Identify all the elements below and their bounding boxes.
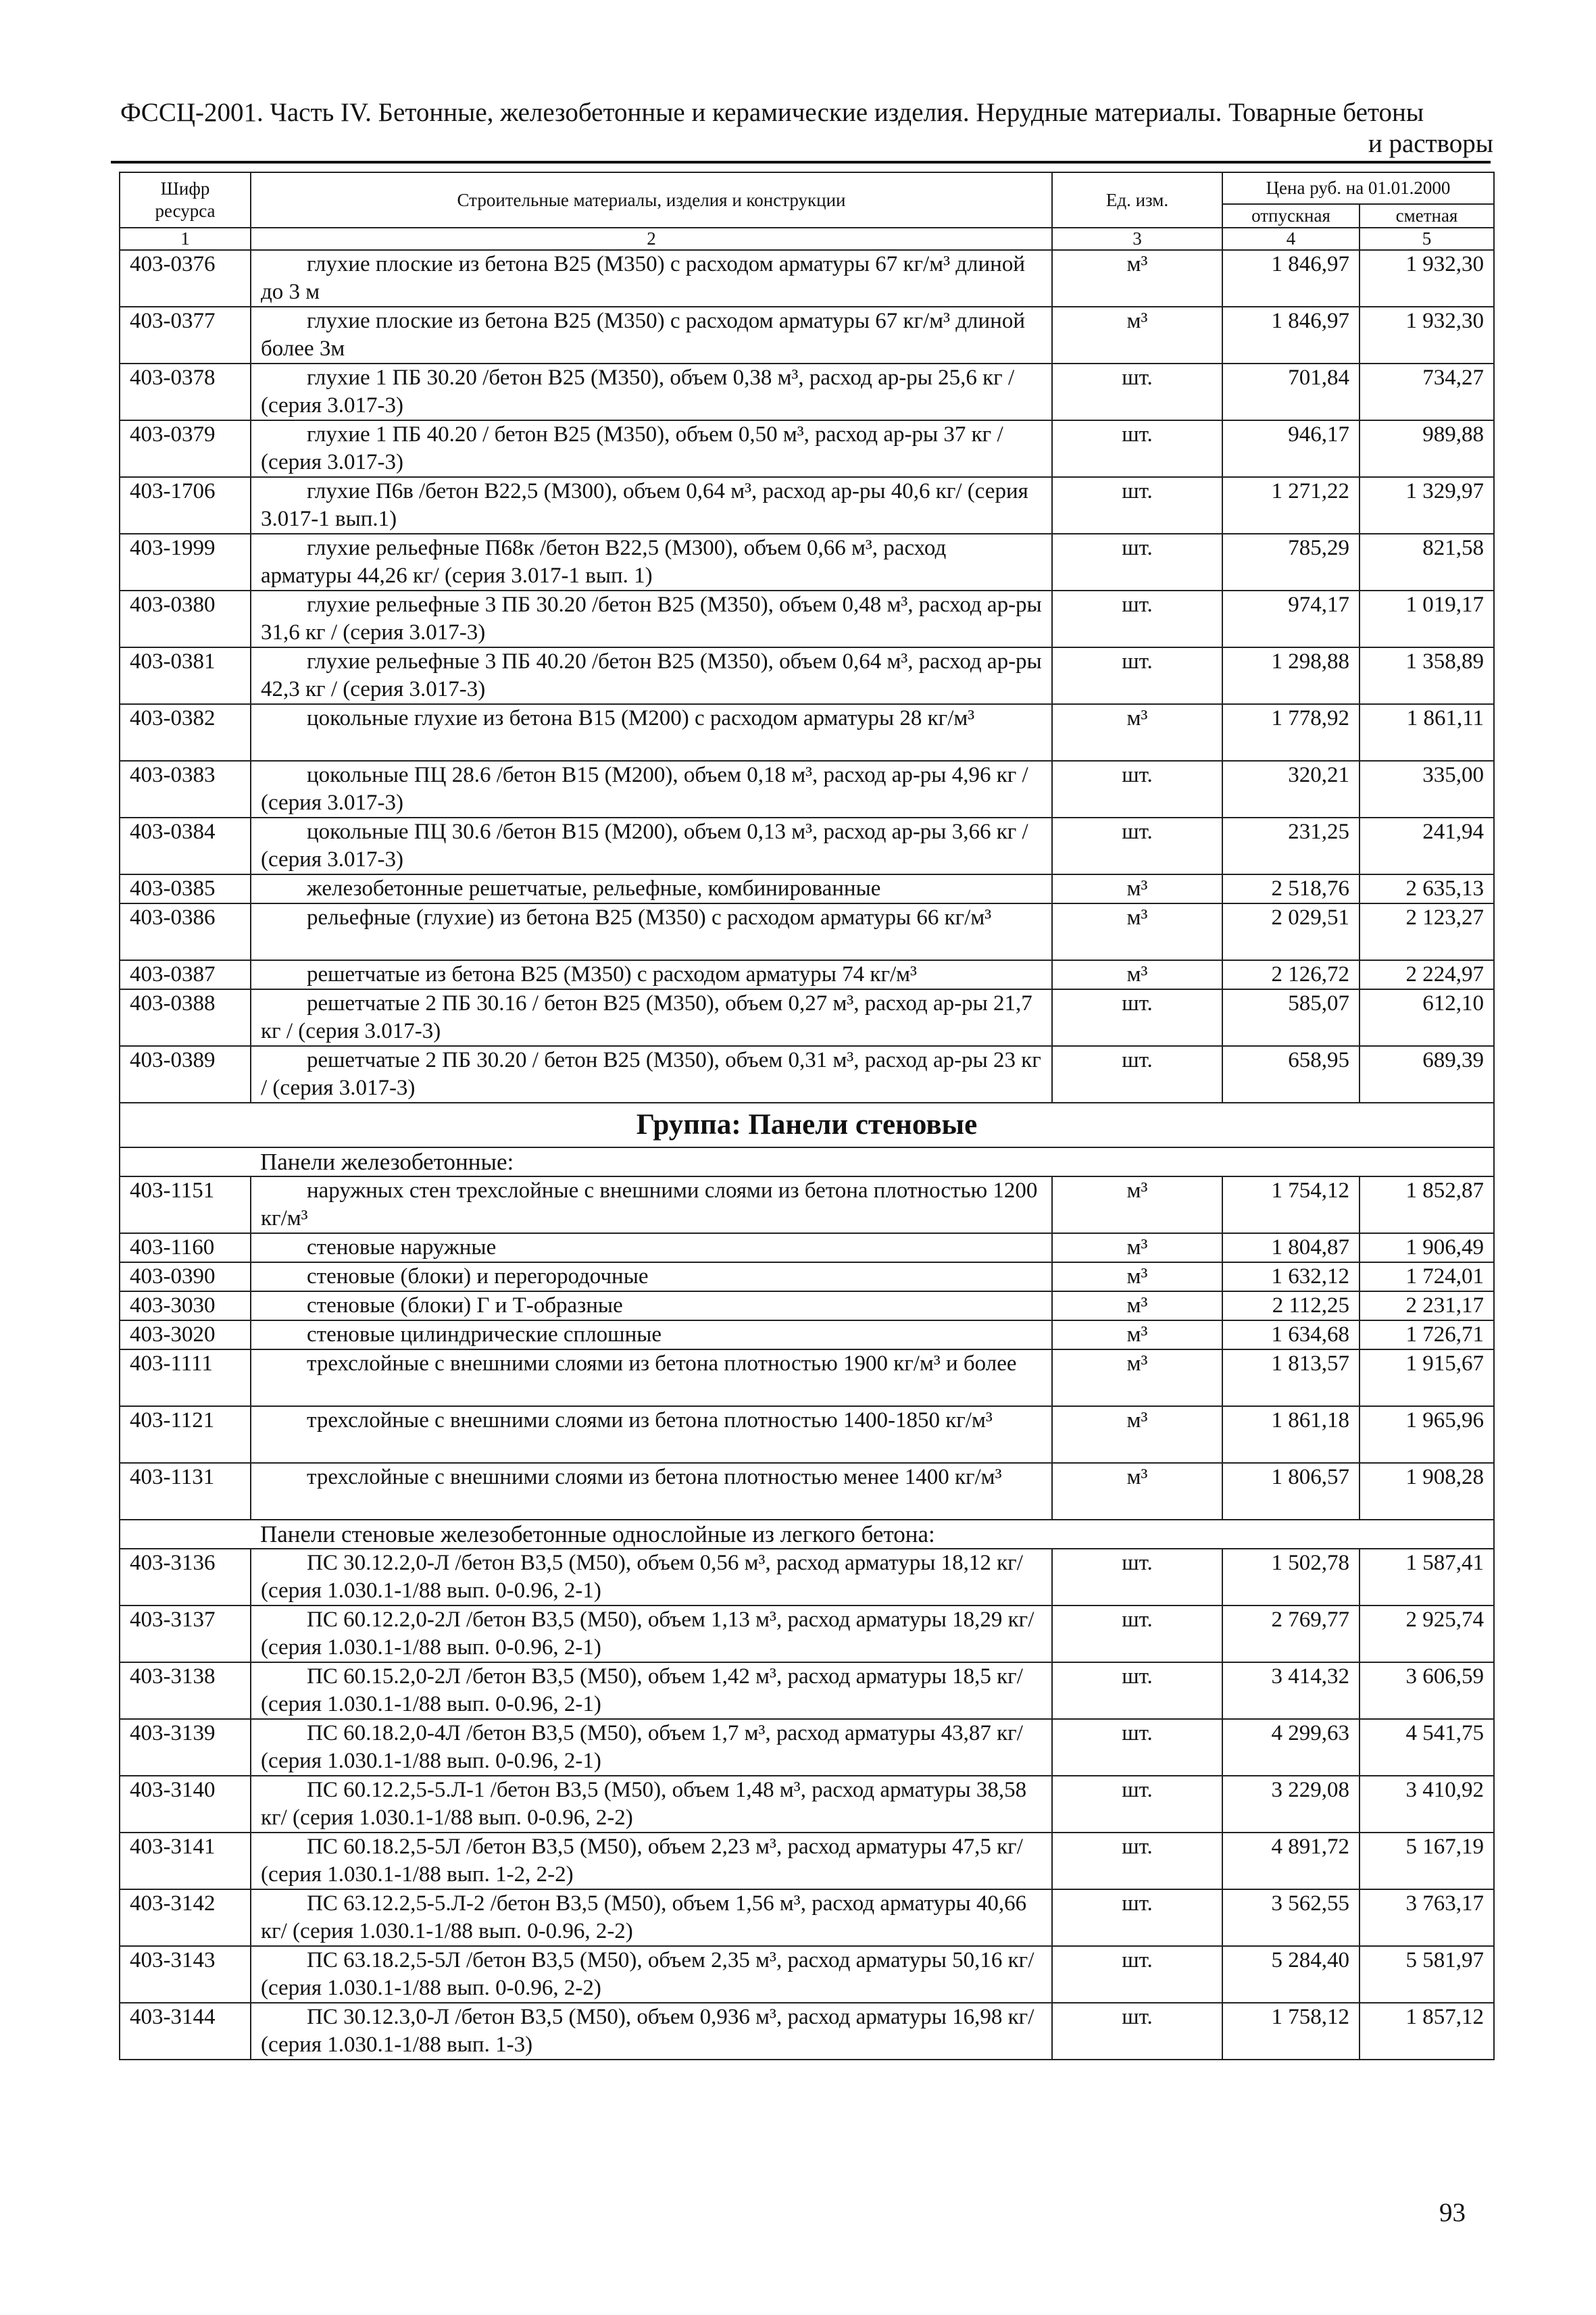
material-name: ПС 60.18.2,0-4Л /бетон В3,5 (М50), объем 1,7 м³, расход арматуры 43,87 кг/ (серия 1.030.1-1/88 вып. 0-0.96, 2-1) <box>251 1719 1052 1776</box>
resource-code: 403-0384 <box>120 818 251 874</box>
release-price: 1 758,12 <box>1222 2003 1360 2060</box>
release-price: 1 502,78 <box>1222 1549 1360 1605</box>
estimate-price: 2 123,27 <box>1360 903 1494 960</box>
column-number: 5 <box>1360 228 1494 250</box>
column-number: 3 <box>1052 228 1222 250</box>
material-name: стеновые (блоки) Г и Т-образные <box>251 1291 1052 1320</box>
header-rule <box>111 161 1491 164</box>
resource-code: 403-0387 <box>120 960 251 989</box>
material-name: глухие рельефные 3 ПБ 30.20 /бетон В25 (М350), объем 0,48 м³, расход ар-ры 31,6 кг / (серия 3.017-3) <box>251 591 1052 647</box>
release-price: 2 112,25 <box>1222 1291 1360 1320</box>
resource-code: 403-1151 <box>120 1176 251 1233</box>
estimate-price: 1 906,49 <box>1360 1233 1494 1262</box>
unit-of-measure: м³ <box>1052 1176 1222 1233</box>
unit-of-measure: шт. <box>1052 591 1222 647</box>
estimate-price: 3 410,92 <box>1360 1776 1494 1833</box>
table-row <box>120 1176 1494 1233</box>
resource-code: 403-0380 <box>120 591 251 647</box>
table-row <box>120 1605 1494 1662</box>
release-price: 2 518,76 <box>1222 874 1360 903</box>
table-row <box>120 1262 1494 1291</box>
material-name: ПС 63.12.2,5-5.Л-2 /бетон В3,5 (М50), объем 1,56 м³, расход арматуры 40,66 кг/ (серия 1.030.1-1/88 вып. 0-0.96, 2-2) <box>251 1889 1052 1946</box>
unit-of-measure: шт. <box>1052 1889 1222 1946</box>
release-price: 1 754,12 <box>1222 1176 1360 1233</box>
release-price: 4 891,72 <box>1222 1833 1360 1889</box>
material-name: глухие рельефные 3 ПБ 40.20 /бетон В25 (М350), объем 0,64 м³, расход ар-ры 42,3 кг / (серия 3.017-3) <box>251 647 1052 704</box>
unit-of-measure: шт. <box>1052 420 1222 477</box>
subheader-title: Панели стеновые железобетонные однослойные из легкого бетона: <box>251 1520 1494 1549</box>
resource-code: 403-0376 <box>120 250 251 307</box>
unit-of-measure: шт. <box>1052 534 1222 591</box>
estimate-price: 335,00 <box>1360 761 1494 818</box>
material-name: решетчатые из бетона В25 (М350) с расходом арматуры 74 кг/м³ <box>251 960 1052 989</box>
estimate-price: 1 724,01 <box>1360 1262 1494 1291</box>
release-price: 1 846,97 <box>1222 250 1360 307</box>
estimate-price: 821,58 <box>1360 534 1494 591</box>
material-name: глухие 1 ПБ 40.20 / бетон В25 (М350), объем 0,50 м³, расход ар-ры 37 кг / (серия 3.017-3) <box>251 420 1052 477</box>
table-row <box>120 591 1494 647</box>
estimate-price: 689,39 <box>1360 1046 1494 1103</box>
resource-code: 403-0382 <box>120 704 251 761</box>
unit-of-measure: шт. <box>1052 1719 1222 1776</box>
release-price: 1 804,87 <box>1222 1233 1360 1262</box>
unit-of-measure: шт. <box>1052 1046 1222 1103</box>
unit-of-measure: м³ <box>1052 704 1222 761</box>
material-name: цокольные ПЦ 30.6 /бетон В15 (М200), объем 0,13 м³, расход ар-ры 3,66 кг / (серия 3.017-3) <box>251 818 1052 874</box>
release-price: 658,95 <box>1222 1046 1360 1103</box>
resource-code: 403-0389 <box>120 1046 251 1103</box>
group-title: Группа: Панели стеновые <box>120 1103 1494 1147</box>
price-table <box>119 172 1495 2060</box>
resource-code: 403-1121 <box>120 1406 251 1463</box>
estimate-price: 1 908,28 <box>1360 1463 1494 1520</box>
estimate-price: 5 581,97 <box>1360 1946 1494 2003</box>
resource-code: 403-1160 <box>120 1233 251 1262</box>
release-price: 231,25 <box>1222 818 1360 874</box>
material-name: глухие 1 ПБ 30.20 /бетон В25 (М350), объем 0,38 м³, расход ар-ры 25,6 кг / (серия 3.017-3) <box>251 364 1052 420</box>
table-row <box>120 1662 1494 1719</box>
estimate-price: 1 358,89 <box>1360 647 1494 704</box>
release-price: 1 634,68 <box>1222 1320 1360 1349</box>
resource-code: 403-3138 <box>120 1662 251 1719</box>
resource-code: 403-3144 <box>120 2003 251 2060</box>
estimate-price: 1 587,41 <box>1360 1549 1494 1605</box>
unit-of-measure: м³ <box>1052 1463 1222 1520</box>
estimate-price: 1 019,17 <box>1360 591 1494 647</box>
material-name: стеновые (блоки) и перегородочные <box>251 1262 1052 1291</box>
table-row <box>120 1406 1494 1463</box>
page-number: 93 <box>1439 2198 1466 2227</box>
table-row <box>120 818 1494 874</box>
estimate-price: 1 861,11 <box>1360 704 1494 761</box>
release-price: 3 414,32 <box>1222 1662 1360 1719</box>
material-name: глухие П6в /бетон В22,5 (М300), объем 0,64 м³, расход ар-ры 40,6 кг/ (серия 3.017-1 вып.1) <box>251 477 1052 534</box>
unit-of-measure: м³ <box>1052 1233 1222 1262</box>
material-name: решетчатые 2 ПБ 30.16 / бетон В25 (М350), объем 0,27 м³, расход ар-ры 21,7 кг / (серия 3.017-3) <box>251 989 1052 1046</box>
page-header <box>120 96 1493 158</box>
material-name: ПС 63.18.2,5-5Л /бетон В3,5 (М50), объем 2,35 м³, расход арматуры 50,16 кг/ (серия 1.030.1-1/88 вып. 0-0.96, 2-2) <box>251 1946 1052 2003</box>
release-price: 1 846,97 <box>1222 307 1360 364</box>
table-row <box>120 364 1494 420</box>
header-title-line1: ФССЦ-2001. Часть IV. Бетонные, железобетонные и керамические изделия. Нерудные материалы. Товарные бетоны <box>120 98 1424 127</box>
release-price: 4 299,63 <box>1222 1719 1360 1776</box>
estimate-price: 3 763,17 <box>1360 1889 1494 1946</box>
estimate-price: 2 635,13 <box>1360 874 1494 903</box>
unit-of-measure: шт. <box>1052 1776 1222 1833</box>
estimate-price: 989,88 <box>1360 420 1494 477</box>
estimate-price: 1 915,67 <box>1360 1349 1494 1406</box>
table-row <box>120 1046 1494 1103</box>
unit-of-measure: м³ <box>1052 1349 1222 1406</box>
table-row <box>120 960 1494 989</box>
column-number: 4 <box>1222 228 1360 250</box>
material-name: глухие рельефные П68к /бетон В22,5 (М300), объем 0,66 м³, расход арматуры 44,26 кг/ (серия 3.017-1 вып. 1) <box>251 534 1052 591</box>
unit-of-measure: шт. <box>1052 647 1222 704</box>
unit-of-measure: шт. <box>1052 2003 1222 2060</box>
header-title-line2: и растворы <box>1368 129 1493 158</box>
resource-code: 403-0388 <box>120 989 251 1046</box>
release-price: 320,21 <box>1222 761 1360 818</box>
release-price: 3 229,08 <box>1222 1776 1360 1833</box>
header-code: Шифр ресурса <box>120 172 251 228</box>
estimate-price: 734,27 <box>1360 364 1494 420</box>
table-row <box>120 989 1494 1046</box>
unit-of-measure: шт. <box>1052 1549 1222 1605</box>
resource-code: 403-0386 <box>120 903 251 960</box>
release-price: 2 126,72 <box>1222 960 1360 989</box>
resource-code: 403-1111 <box>120 1349 251 1406</box>
release-price: 1 632,12 <box>1222 1262 1360 1291</box>
release-price: 785,29 <box>1222 534 1360 591</box>
material-name: ПС 30.12.2,0-Л /бетон В3,5 (М50), объем 0,56 м³, расход арматуры 18,12 кг/ (серия 1.030.1-1/88 вып. 0-0.96, 2-1) <box>251 1549 1052 1605</box>
header-name: Строительные материалы, изделия и конструкции <box>251 172 1052 228</box>
estimate-price: 612,10 <box>1360 989 1494 1046</box>
unit-of-measure: шт. <box>1052 1662 1222 1719</box>
estimate-price: 4 541,75 <box>1360 1719 1494 1776</box>
unit-of-measure: шт. <box>1052 364 1222 420</box>
release-price: 1 271,22 <box>1222 477 1360 534</box>
release-price: 701,84 <box>1222 364 1360 420</box>
resource-code: 403-0385 <box>120 874 251 903</box>
resource-code: 403-0390 <box>120 1262 251 1291</box>
resource-code: 403-3142 <box>120 1889 251 1946</box>
column-number: 1 <box>120 228 251 250</box>
resource-code: 403-3143 <box>120 1946 251 2003</box>
resource-code: 403-0383 <box>120 761 251 818</box>
estimate-price: 2 224,97 <box>1360 960 1494 989</box>
material-name: ПС 60.18.2,5-5Л /бетон В3,5 (М50), объем 2,23 м³, расход арматуры 47,5 кг/ (серия 1.030.1-1/88 вып. 1-2, 2-2) <box>251 1833 1052 1889</box>
table-row <box>120 477 1494 534</box>
unit-of-measure: шт. <box>1052 818 1222 874</box>
estimate-price: 1 726,71 <box>1360 1320 1494 1349</box>
release-price: 974,17 <box>1222 591 1360 647</box>
header-price: Цена руб. на 01.01.2000 <box>1222 172 1494 204</box>
table-row <box>120 1463 1494 1520</box>
resource-code: 403-3140 <box>120 1776 251 1833</box>
material-name: рельефные (глухие) из бетона В25 (М350) с расходом арматуры 66 кг/м³ <box>251 903 1052 960</box>
resource-code: 403-1131 <box>120 1463 251 1520</box>
resource-code: 403-3139 <box>120 1719 251 1776</box>
estimate-price: 1 932,30 <box>1360 250 1494 307</box>
subheader-row <box>120 1147 1494 1176</box>
material-name: стеновые цилиндрические сплошные <box>251 1320 1052 1349</box>
material-name: решетчатые 2 ПБ 30.20 / бетон В25 (М350), объем 0,31 м³, расход ар-ры 23 кг / (серия 3.017-3) <box>251 1046 1052 1103</box>
table-row <box>120 1349 1494 1406</box>
unit-of-measure: шт. <box>1052 1946 1222 2003</box>
unit-of-measure: шт. <box>1052 761 1222 818</box>
table-row <box>120 761 1494 818</box>
material-name: трехслойные с внешними слоями из бетона плотностью 1900 кг/м³ и более <box>251 1349 1052 1406</box>
table-row <box>120 534 1494 591</box>
table-row <box>120 1719 1494 1776</box>
material-name: глухие плоские из бетона В25 (М350) с расходом арматуры 67 кг/м³ длиной более 3м <box>251 307 1052 364</box>
table-row <box>120 250 1494 307</box>
resource-code: 403-3030 <box>120 1291 251 1320</box>
estimate-price: 5 167,19 <box>1360 1833 1494 1889</box>
material-name: ПС 60.15.2,0-2Л /бетон В3,5 (М50), объем 1,42 м³, расход арматуры 18,5 кг/ (серия 1.030.1-1/88 вып. 0-0.96, 2-1) <box>251 1662 1052 1719</box>
release-price: 1 298,88 <box>1222 647 1360 704</box>
resource-code: 403-0377 <box>120 307 251 364</box>
table-row <box>120 2003 1494 2060</box>
estimate-price: 241,94 <box>1360 818 1494 874</box>
unit-of-measure: шт. <box>1052 1833 1222 1889</box>
estimate-price: 1 857,12 <box>1360 2003 1494 2060</box>
resource-code: 403-0378 <box>120 364 251 420</box>
release-price: 3 562,55 <box>1222 1889 1360 1946</box>
material-name: цокольные ПЦ 28.6 /бетон В15 (М200), объем 0,18 м³, расход ар-ры 4,96 кг / (серия 3.017-3) <box>251 761 1052 818</box>
subheader-title: Панели железобетонные: <box>251 1147 1494 1176</box>
unit-of-measure: м³ <box>1052 307 1222 364</box>
release-price: 1 861,18 <box>1222 1406 1360 1463</box>
estimate-price: 2 925,74 <box>1360 1605 1494 1662</box>
estimate-price: 1 965,96 <box>1360 1406 1494 1463</box>
material-name: стеновые наружные <box>251 1233 1052 1262</box>
release-price: 585,07 <box>1222 989 1360 1046</box>
release-price: 1 778,92 <box>1222 704 1360 761</box>
material-name: ПС 60.12.2,5-5.Л-1 /бетон В3,5 (М50), объем 1,48 м³, расход арматуры 38,58 кг/ (серия 1.030.1-1/88 вып. 0-0.96, 2-2) <box>251 1776 1052 1833</box>
material-name: глухие плоские из бетона В25 (М350) с расходом арматуры 67 кг/м³ длиной до 3 м <box>251 250 1052 307</box>
subheader-spacer <box>120 1520 251 1549</box>
table-row <box>120 1833 1494 1889</box>
table-row <box>120 307 1494 364</box>
unit-of-measure: м³ <box>1052 1406 1222 1463</box>
resource-code: 403-3141 <box>120 1833 251 1889</box>
table-row <box>120 1946 1494 2003</box>
release-price: 1 813,57 <box>1222 1349 1360 1406</box>
release-price: 946,17 <box>1222 420 1360 477</box>
resource-code: 403-3137 <box>120 1605 251 1662</box>
table-row <box>120 1291 1494 1320</box>
table-row <box>120 647 1494 704</box>
table-row <box>120 903 1494 960</box>
estimate-price: 1 329,97 <box>1360 477 1494 534</box>
unit-of-measure: м³ <box>1052 1262 1222 1291</box>
material-name: трехслойные с внешними слоями из бетона плотностью менее 1400 кг/м³ <box>251 1463 1052 1520</box>
estimate-price: 3 606,59 <box>1360 1662 1494 1719</box>
subheader-spacer <box>120 1147 251 1176</box>
resource-code: 403-0381 <box>120 647 251 704</box>
unit-of-measure: м³ <box>1052 903 1222 960</box>
material-name: наружных стен трехслойные с внешними слоями из бетона плотностью 1200 кг/м³ <box>251 1176 1052 1233</box>
unit-of-measure: шт. <box>1052 1605 1222 1662</box>
resource-code: 403-3136 <box>120 1549 251 1605</box>
unit-of-measure: м³ <box>1052 250 1222 307</box>
release-price: 1 806,57 <box>1222 1463 1360 1520</box>
material-name: железобетонные решетчатые, рельефные, комбинированные <box>251 874 1052 903</box>
table-row <box>120 1233 1494 1262</box>
unit-of-measure: м³ <box>1052 1291 1222 1320</box>
table-row <box>120 1549 1494 1605</box>
estimate-price: 1 932,30 <box>1360 307 1494 364</box>
table-row <box>120 1776 1494 1833</box>
header-price-estimate: сметная <box>1360 204 1494 228</box>
material-name: ПС 60.12.2,0-2Л /бетон В3,5 (М50), объем 1,13 м³, расход арматуры 18,29 кг/ (серия 1.030.1-1/88 вып. 0-0.96, 2-1) <box>251 1605 1052 1662</box>
release-price: 5 284,40 <box>1222 1946 1360 2003</box>
material-name: цокольные глухие из бетона В15 (М200) с расходом арматуры 28 кг/м³ <box>251 704 1052 761</box>
resource-code: 403-1706 <box>120 477 251 534</box>
unit-of-measure: м³ <box>1052 874 1222 903</box>
estimate-price: 1 852,87 <box>1360 1176 1494 1233</box>
table-row <box>120 1320 1494 1349</box>
group-row <box>120 1103 1494 1147</box>
column-number: 2 <box>251 228 1052 250</box>
unit-of-measure: м³ <box>1052 960 1222 989</box>
unit-of-measure: шт. <box>1052 989 1222 1046</box>
unit-of-measure: шт. <box>1052 477 1222 534</box>
resource-code: 403-3020 <box>120 1320 251 1349</box>
resource-code: 403-0379 <box>120 420 251 477</box>
estimate-price: 2 231,17 <box>1360 1291 1494 1320</box>
header-unit: Ед. изм. <box>1052 172 1222 228</box>
table-row <box>120 874 1494 903</box>
release-price: 2 029,51 <box>1222 903 1360 960</box>
material-name: ПС 30.12.3,0-Л /бетон В3,5 (М50), объем 0,936 м³, расход арматуры 16,98 кг/ (серия 1.030.1-1/88 вып. 1-3) <box>251 2003 1052 2060</box>
resource-code: 403-1999 <box>120 534 251 591</box>
table-row <box>120 420 1494 477</box>
table-row <box>120 1889 1494 1946</box>
header-price-release: отпускная <box>1222 204 1360 228</box>
unit-of-measure: м³ <box>1052 1320 1222 1349</box>
release-price: 2 769,77 <box>1222 1605 1360 1662</box>
subheader-row <box>120 1520 1494 1549</box>
material-name: трехслойные с внешними слоями из бетона плотностью 1400-1850 кг/м³ <box>251 1406 1052 1463</box>
table-row <box>120 704 1494 761</box>
